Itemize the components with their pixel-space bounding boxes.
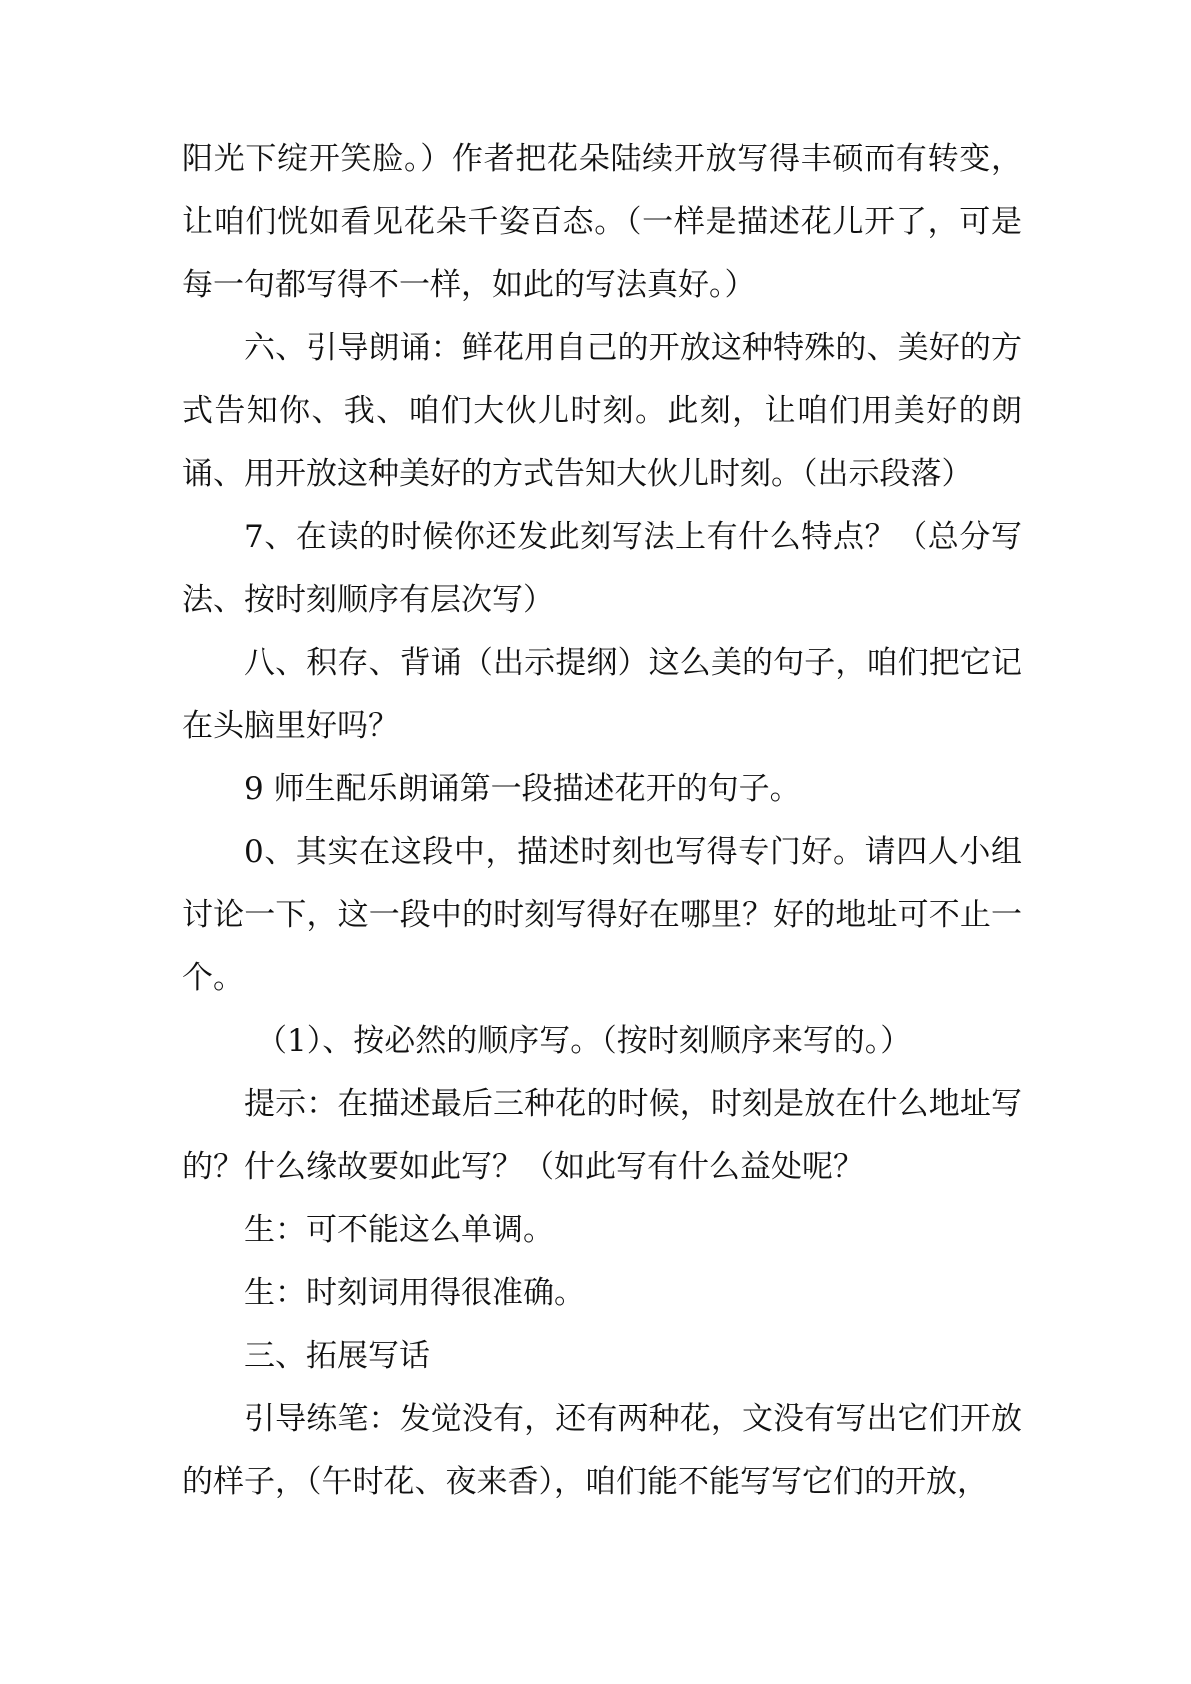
paragraph-memorize: 八、积存、背诵（出示提纲）这么美的句子，咱们把它记在头脑里好吗？ [182, 645, 1022, 744]
document-body [182, 128, 1022, 1514]
paragraph-guided-reading: 六、引导朗诵：鲜花用自己的开放这种特殊的、美好的方式告知你、我、咱们大伙儿时刻。此刻，让咱们用美好的朗诵、用开放这种美好的方式告知大伙儿时刻。（出示段落） [182, 330, 1022, 492]
section-heading-extended-writing: 三、拓展写话 [244, 1338, 430, 1374]
paragraph-recitation: 9 师生配乐朗诵第一段描述花开的句子。 [244, 771, 801, 807]
paragraph-group-discussion: 0、其实在这段中，描述时刻也写得专门好。请四人小组讨论一下，这一段中的时刻写得好在哪里？好的地址可不止一个。 [182, 834, 1022, 996]
paragraph-order-point: （1）、按必然的顺序写。（按时刻顺序来写的。） [256, 1023, 912, 1059]
paragraph-student-answer-2: 生：时刻词用得很准确。 [244, 1275, 585, 1311]
paragraph-writing-features: 7、在读的时候你还发此刻写法上有什么特点？（总分写法、按时刻顺序有层次写） [182, 519, 1022, 618]
paragraph-hint: 提示：在描述最后三种花的时候，时刻是放在什么地址写的？什么缘故要如此写？（如此写有什么益处呢？ [182, 1086, 1022, 1185]
paragraph-writing-practice: 引导练笔：发觉没有，还有两种花，文没有写出它们开放的样子，（午时花、夜来香），咱们能不能写写它们的开放， [182, 1401, 1022, 1500]
paragraph-continuation: 阳光下绽开笑脸。）作者把花朵陆续开放写得丰硕而有转变，让咱们恍如看见花朵千姿百态。（一样是描述花儿开了，可是每一句都写得不一样，如此的写法真好。） [182, 141, 1022, 303]
paragraph-student-answer-1: 生：可不能这么单调。 [244, 1212, 554, 1248]
